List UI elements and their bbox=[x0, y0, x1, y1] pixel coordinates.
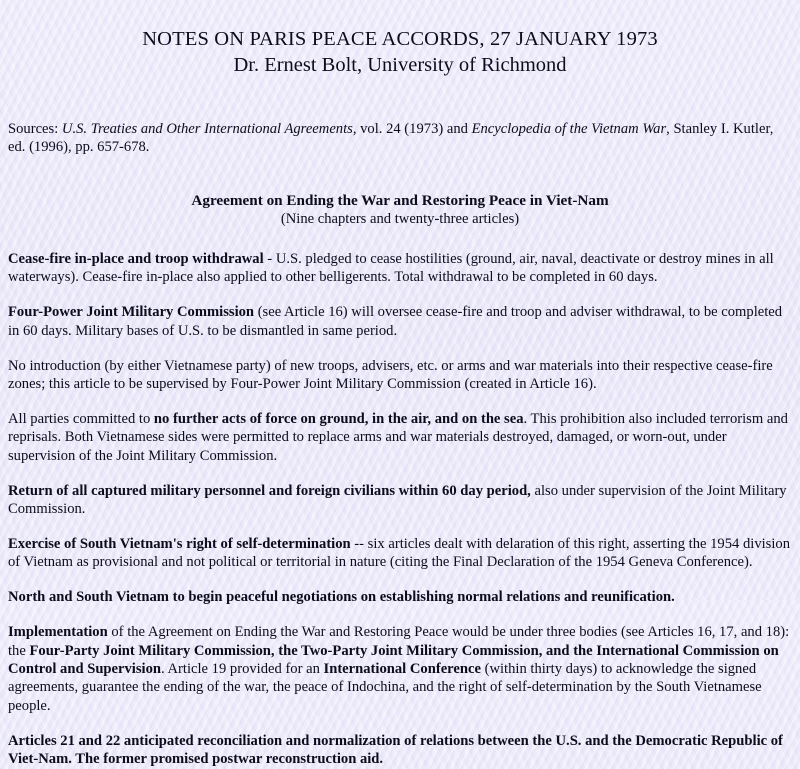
paragraph-lead: Implementation bbox=[8, 624, 108, 641]
paragraph-bold-commissions: Four-Party Joint Military Commission, the Two-Party Joint Military Commission, and the International Commission on Control and Supervision bbox=[8, 642, 779, 677]
paragraph-text: . This prohibition also included terrorism and reprisals. Both Vietnamese sides were permitted to replace arms and war materials destroyed, damaged, or worn-out, under supervision of the Joint Military Commission. bbox=[8, 410, 788, 464]
paragraph-lead: Cease-fire in-place and troop withdrawal bbox=[8, 251, 264, 267]
paragraph-implementation bbox=[8, 623, 792, 715]
paragraph-peaceful-negotiations: North and South Vietnam to begin peaceful negotiations on establishing normal relations and reunification. bbox=[8, 589, 675, 606]
paragraph-text: - U.S. pledged to cease hostilities (ground, air, naval, deactivate or destroy mines in all waterways). Cease-fire in-place also applied to other belligerents. Total withdrawal to be completed in 60 days. bbox=[8, 251, 774, 286]
sources-work1-detail: , vol. 24 (1973) and bbox=[352, 121, 472, 137]
title-block bbox=[8, 0, 792, 79]
paragraph-bold-conference: International Conference bbox=[323, 661, 481, 677]
paragraph-cease-fire bbox=[8, 250, 792, 287]
paragraph-text-pre: All parties committed to bbox=[8, 410, 154, 427]
paragraph-text: also under supervision of the Joint Military Commission. bbox=[8, 482, 787, 518]
paragraph-four-power-commission bbox=[8, 303, 792, 340]
page-subtitle: Dr. Ernest Bolt, University of Richmond bbox=[233, 54, 567, 76]
paragraph-text: (within thirty days) to acknowledge the signed agreements, guarantee the ending of the war, the peace of Indochina, and the right of self-determination by the South Vietnamese people. bbox=[8, 661, 762, 714]
paragraph-text: -- six articles dealt with delaration of this right, asserting the 1954 division of Vietnam as provisional and not political or territorial in nature (citing the Final Declaration of the 1954 Geneva Conference). bbox=[8, 535, 791, 571]
paragraph-lead: no further acts of force on ground, in the air, and on the sea bbox=[153, 410, 524, 427]
paragraph-text: No introduction (by either Vietnamese party) of new troops, advisers, etc. or arms and war materials into their respective cease-fire zones; this article to be supervised by Four-Power Joint Military Commission (created in Article 16). bbox=[8, 357, 773, 393]
paragraph-text: (see Article 16) will oversee cease-fire and troop and adviser withdrawal, to be completed in 60 days. Military bases of U.S. to be dismantled in same period. bbox=[8, 304, 783, 339]
section-heading-main: Agreement on Ending the War and Restoring Peace in Viet-Nam bbox=[191, 192, 609, 209]
page-title: NOTES ON PARIS PEACE ACCORDS, 27 JANUARY 1973 bbox=[142, 28, 658, 50]
paragraph-text-mid2: . Article 19 provided for an bbox=[161, 661, 324, 677]
paragraph-return-of-captured bbox=[8, 482, 792, 519]
paragraph-text-mid1: of the Agreement on Ending the War and Restoring Peace would be under three bodies (see Articles 16, 17, and 18): the bbox=[8, 624, 790, 659]
sources-work2-title: Encyclopedia of the Vietnam War bbox=[471, 121, 667, 137]
paragraph-lead: Return of all captured military personnel and foreign civilians within 60 day period, bbox=[8, 482, 531, 499]
paragraph-no-further-acts-of-force bbox=[8, 410, 792, 465]
paragraph-no-introduction bbox=[8, 357, 792, 394]
section-heading-sub: (Nine chapters and twenty-three articles) bbox=[280, 211, 520, 227]
sources-label: Sources: bbox=[8, 121, 59, 137]
paragraph-lead: Exercise of South Vietnam's right of self-determination bbox=[8, 535, 351, 552]
paragraph-self-determination bbox=[8, 535, 792, 572]
paragraph-lead: Four-Power Joint Military Commission bbox=[8, 304, 255, 321]
sources-work1-title: U.S. Treaties and Other International Agreements bbox=[61, 121, 353, 137]
sources-line bbox=[8, 120, 792, 156]
body-copy bbox=[8, 250, 792, 769]
sources-work2-detail: , Stanley I. Kutler, ed. (1996), pp. 657-678. bbox=[8, 121, 774, 155]
paragraph-articles-21-22: Articles 21 and 22 anticipated reconciliation and normalization of relations between the U.S. and the Democratic Republic of Viet-Nam. The former promised postwar reconstruction aid. bbox=[8, 732, 783, 768]
section-heading bbox=[8, 191, 792, 228]
